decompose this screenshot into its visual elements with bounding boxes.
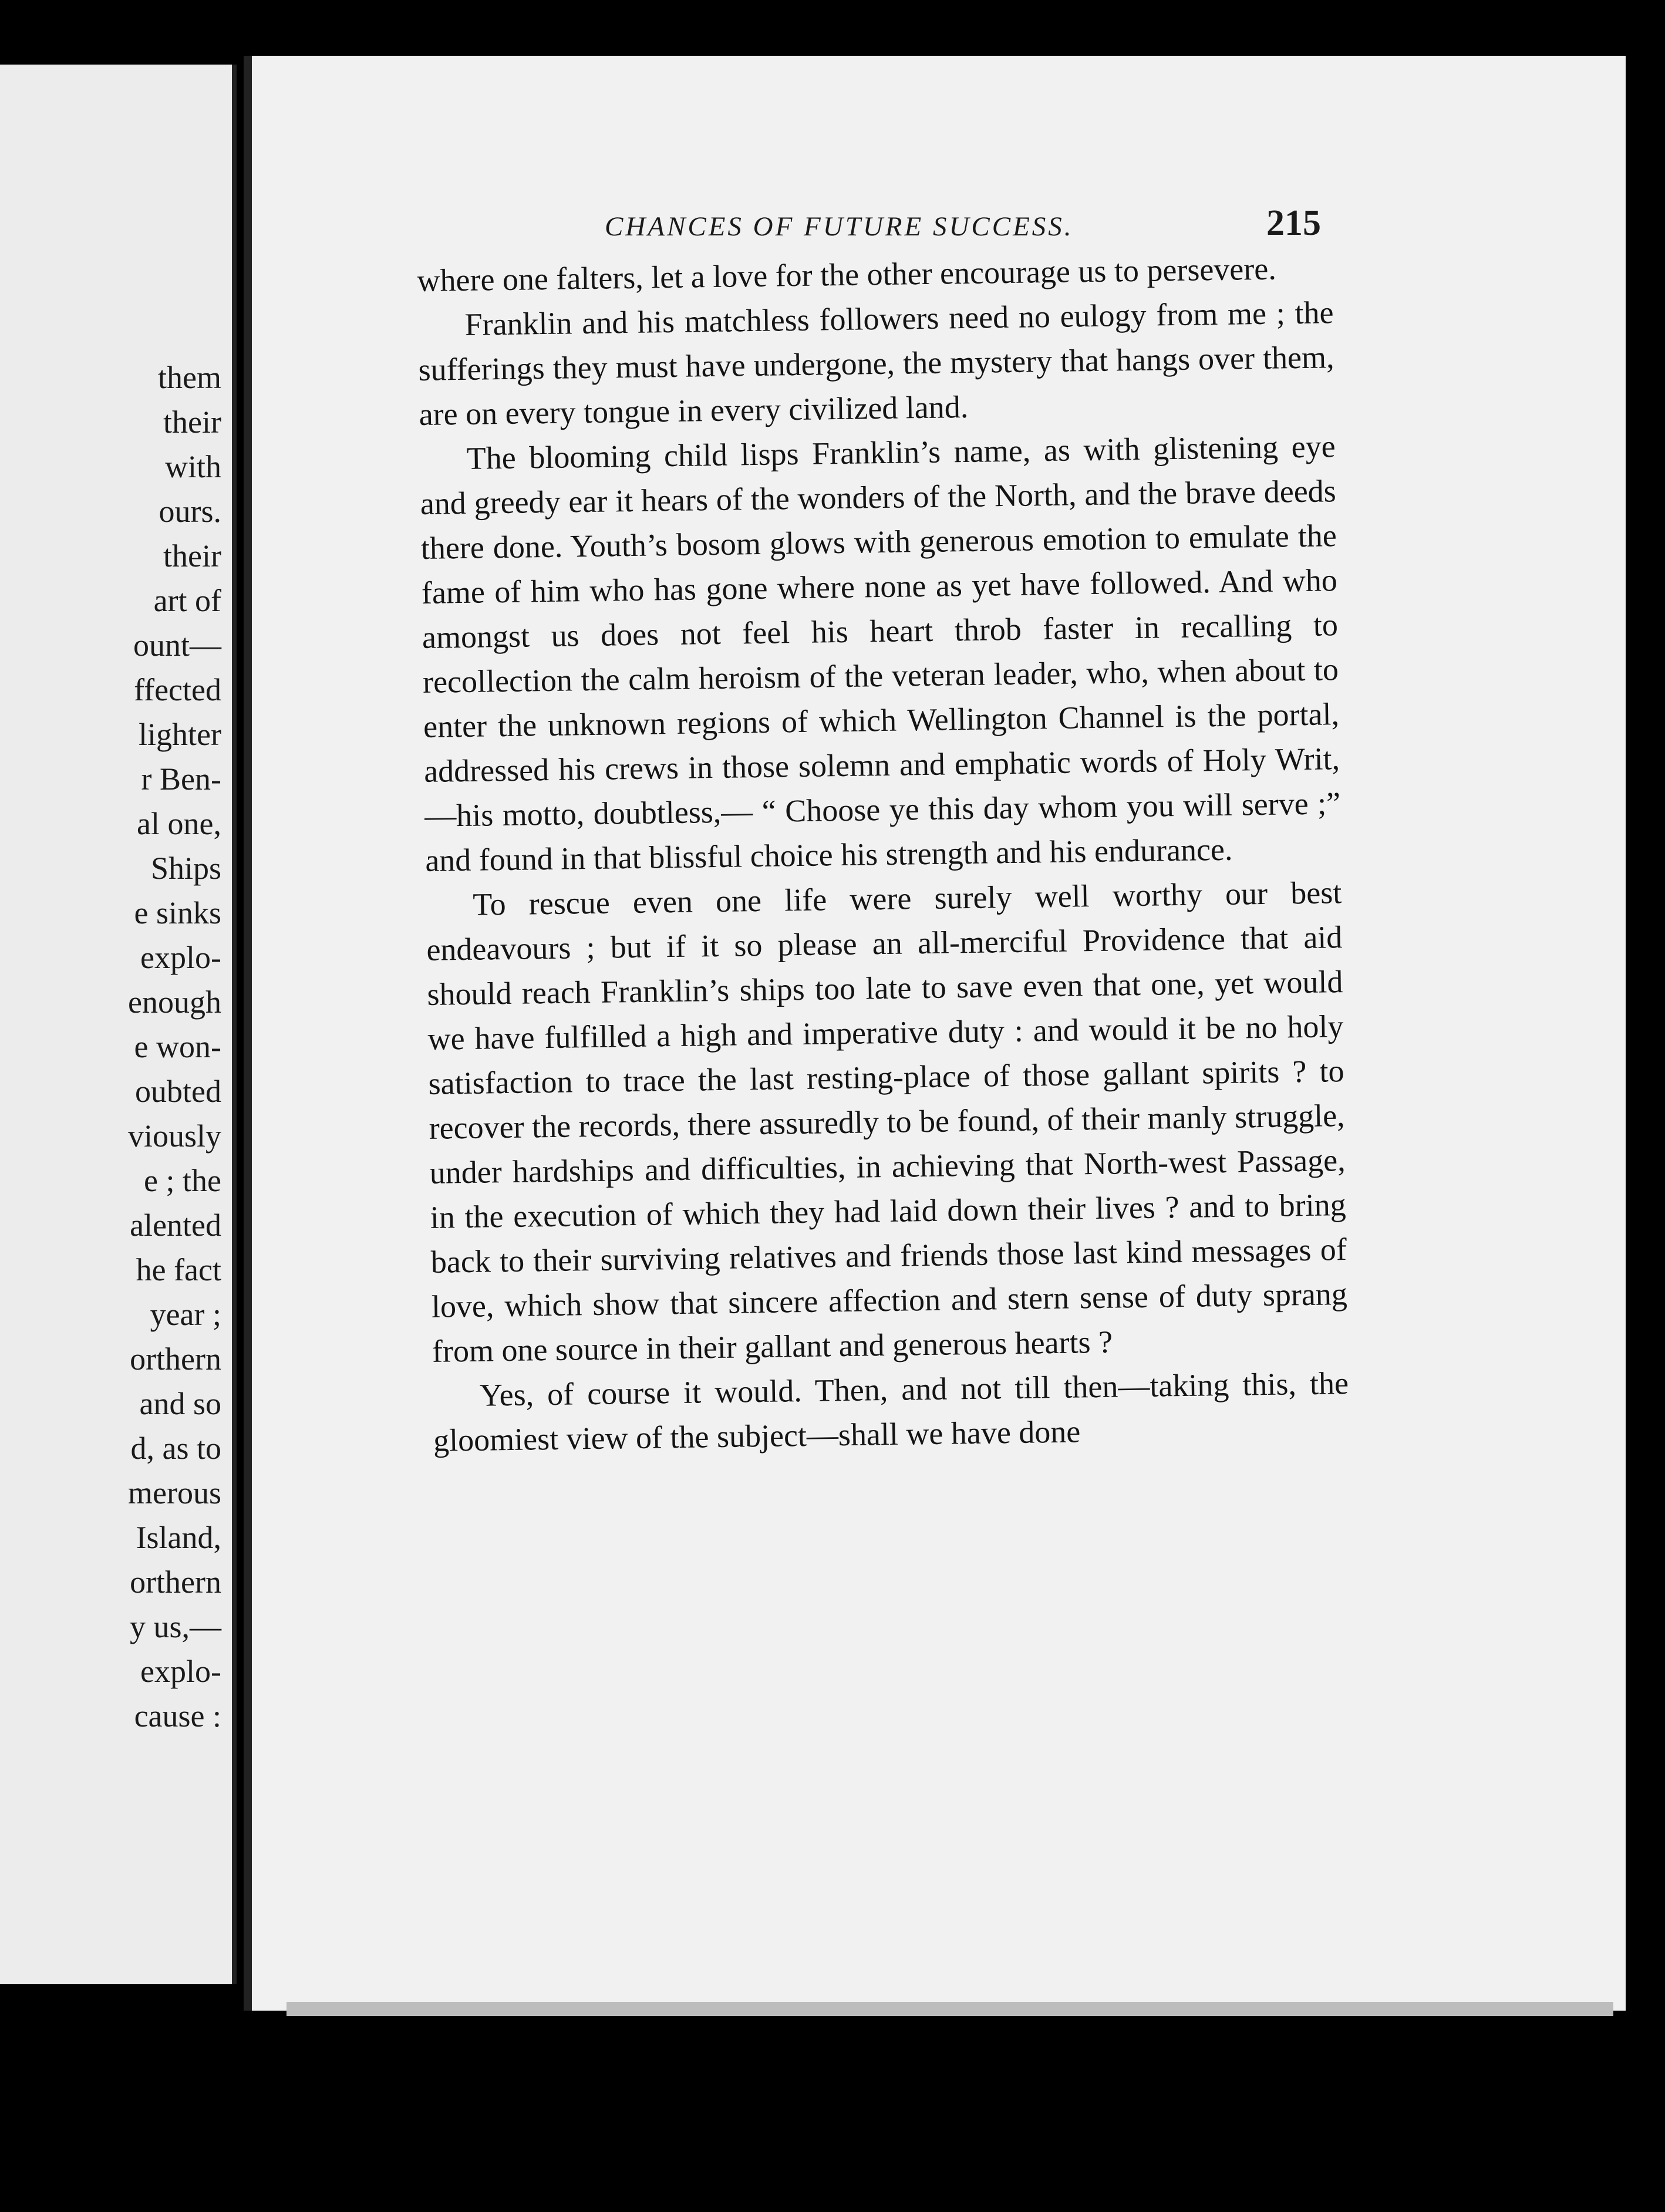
running-head: [399, 203, 1321, 249]
left-page-line: Ships: [150, 851, 221, 886]
left-page-text: [10, 355, 221, 1738]
left-page-line: ount—: [133, 628, 221, 663]
left-page-line: lighter: [139, 717, 221, 752]
left-page-line: their: [163, 538, 221, 574]
left-page-line: e won-: [134, 1029, 221, 1064]
paragraph: Franklin and his matchless followers need no eulogy from me ; the sufferings they must have undergone, the mystery that hangs over them, are on every tongue in every civilized land.: [418, 295, 1334, 432]
left-page-line: Island,: [136, 1520, 221, 1555]
left-page-line: orthern: [130, 1564, 221, 1600]
left-page-line: cause :: [134, 1698, 221, 1734]
paragraph: To rescue even one life were surely well worthy our best endeavours ; but if it so please an all-merciful Providence that aid should reach Franklin’s ships too late to save even that one, yet would we have fulfilled a high and imperative duty : and would it be no holy satisfaction to trace the last resting-place of those gallant spirits ? to recover the records, there assuredly to be found, of their manly struggle, under hardships and difficulties, in achieving that North-west Passage, in the execution of which they had laid down their lives ? and to bring back to their surviving relatives and friends those last kind messages of love, which show that sincere affection and stern sense of duty sprang from one source in their gallant and generous hearts ?: [426, 875, 1348, 1369]
left-page-line: their: [163, 404, 221, 440]
paragraph: where one falters, let a love for the other encourage us to persevere.: [417, 251, 1277, 298]
left-page-line: y us,—: [129, 1609, 221, 1644]
left-page-line: ffected: [134, 672, 221, 707]
left-page-line: explo-: [140, 1654, 221, 1689]
running-head-title: CHANCES OF FUTURE SUCCESS.: [605, 211, 1074, 242]
left-page-line: with: [164, 449, 221, 484]
left-page-line: orthern: [130, 1341, 221, 1377]
left-page-line: r Ben-: [141, 761, 221, 797]
left-page-line: e ; the: [144, 1163, 221, 1198]
left-page-line: viously: [127, 1118, 221, 1154]
left-page-line: art of: [153, 583, 221, 618]
left-page-line: year ;: [150, 1297, 221, 1332]
left-page-line: merous: [128, 1475, 221, 1510]
left-page-line: ours.: [159, 494, 221, 529]
page-number: 215: [1266, 203, 1321, 243]
left-page: [0, 65, 237, 1984]
left-page-line: oubted: [135, 1074, 221, 1109]
left-page-line: and so: [139, 1386, 221, 1421]
paragraph: The blooming child lisps Franklin’s name, as with glistening eye and greedy ear it hears of the wonders of the North, and the brave deeds there done. Youth’s bosom glows with generous emotion to emulate the fame of him who has gone where none as yet have followed. And who amongst us does not feel his heart throb faster in recalling to recollection the calm heroism of the veteran leader, who, when about to enter the unknown regions of which Wellington Channel is the portal, addressed his crews in those solemn and emphatic words of Holy Writ,—his motto, doubtless,— “ Choose ye this day whom you will serve ;” and found in that blissful choice his strength and his endurance.: [420, 429, 1341, 878]
left-page-line: e sinks: [134, 895, 221, 930]
paragraph: Yes, of course it would. Then, and not till then—taking this, the gloomiest view of the subject—shall we have done: [433, 1365, 1349, 1458]
left-page-line: he fact: [136, 1252, 221, 1287]
left-page-line: them: [158, 360, 221, 395]
left-page-line: alented: [130, 1208, 221, 1243]
page-edge: [287, 2002, 1613, 2016]
left-page-line: d, as to: [130, 1431, 221, 1466]
left-page-line: enough: [128, 984, 221, 1020]
left-page-line: explo-: [140, 940, 221, 975]
body-text: [417, 245, 1349, 1463]
left-page-line: al one,: [137, 806, 221, 841]
